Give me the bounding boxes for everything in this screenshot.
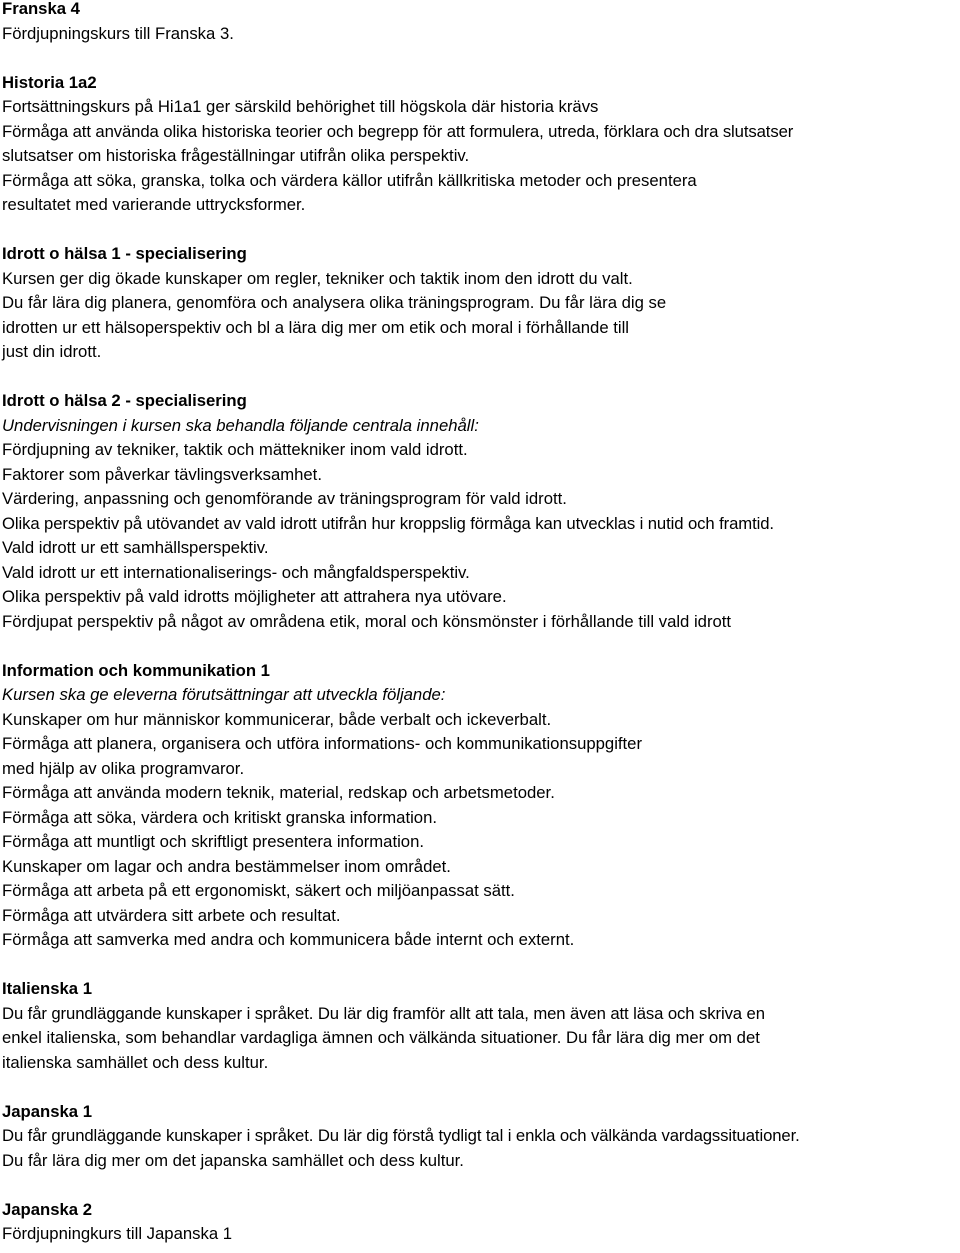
section-title: Japanska 1 bbox=[2, 1101, 92, 1121]
section-line: italienska samhället och dess kultur. bbox=[2, 1052, 269, 1072]
section-intro: Undervisningen i kursen ska behandla följande centrala innehåll: bbox=[2, 415, 479, 435]
section-line: Vald idrott ur ett internationaliserings- och mångfaldsperspektiv. bbox=[2, 562, 470, 582]
section-line: Förmåga att använda modern teknik, material, redskap och arbetsmetoder. bbox=[2, 783, 555, 802]
section-line: Fördjupning av tekniker, taktik och mättekniker inom vald idrott. bbox=[2, 440, 468, 459]
section-line: Förmåga att muntligt och skriftligt presentera information. bbox=[2, 832, 425, 851]
section-line: Du får grundläggande kunskaper i språket. Du lär dig framför allt att tala, men även att läsa och skriva en bbox=[2, 1003, 765, 1023]
section-line: Fördjupningskurs till Franska 3. bbox=[2, 23, 234, 43]
section-line: just din idrott. bbox=[2, 342, 102, 361]
section-line: idrotten ur ett hälsoperspektiv och bl a lära dig mer om etik och moral i förhållande till bbox=[2, 317, 630, 337]
section-line: Du får lära dig mer om det japanska samhället och dess kultur. bbox=[2, 1150, 464, 1170]
section-title: Italienska 1 bbox=[2, 979, 92, 998]
section-franska-4 bbox=[2, 0, 958, 46]
section-gap bbox=[2, 1075, 958, 1100]
section-information-kommunikation-1 bbox=[2, 659, 958, 953]
section-line: Förmåga att planera, organisera och utföra informations- och kommunikationsuppgifter bbox=[2, 734, 643, 753]
section-gap bbox=[2, 218, 958, 243]
section-title: Japanska 2 bbox=[2, 1199, 92, 1219]
section-line: Du får grundläggande kunskaper i språket. Du lär dig förstå tydligt tal i enkla och välkända vardagssituationer. bbox=[2, 1126, 800, 1145]
section-gap bbox=[2, 634, 958, 659]
section-line: med hjälp av olika programvaror. bbox=[2, 758, 245, 778]
section-title: Idrott o hälsa 1 - specialisering bbox=[2, 244, 247, 263]
section-historia-1a2 bbox=[2, 71, 958, 218]
section-line: Förmåga att samverka med andra och kommunicera både internt och externt. bbox=[2, 930, 575, 949]
section-line: Olika perspektiv på vald idrotts möjligheter att attrahera nya utövare. bbox=[2, 587, 507, 606]
section-line: Förmåga att söka, värdera och kritiskt granska information. bbox=[2, 807, 437, 827]
section-japanska-2 bbox=[2, 1198, 958, 1247]
section-line: Kunskaper om lagar och andra bestämmelser inom området. bbox=[2, 856, 451, 876]
section-title: Historia 1a2 bbox=[2, 72, 97, 92]
section-italienska-1 bbox=[2, 977, 958, 1075]
document-page bbox=[2, 0, 958, 1247]
section-line: Förmåga att arbeta på ett ergonomiskt, säkert och miljöanpassat sätt. bbox=[2, 881, 515, 900]
section-line: Olika perspektiv på utövandet av vald idrott utifrån hur kroppslig förmåga kan utvecklas i nutid och framtid. bbox=[2, 513, 774, 533]
section-line: resultatet med varierande uttrycksformer. bbox=[2, 195, 306, 214]
section-line: Förmåga att använda olika historiska teorier och begrepp för att formulera, utreda, förklara och dra slutsatser bbox=[2, 121, 794, 141]
section-gap bbox=[2, 46, 958, 71]
section-line: Kursen ger dig ökade kunskaper om regler, tekniker och taktik inom den idrott du valt. bbox=[2, 268, 633, 288]
section-line: Förmåga att söka, granska, tolka och värdera källor utifrån källkritiska metoder och presentera bbox=[2, 170, 697, 190]
section-idrott-1 bbox=[2, 242, 958, 365]
section-line: slutsatser om historiska frågeställningar utifrån olika perspektiv. bbox=[2, 146, 470, 165]
section-line: Kunskaper om hur människor kommunicerar, både verbalt och ickeverbalt. bbox=[2, 709, 552, 729]
section-idrott-2 bbox=[2, 389, 958, 634]
section-line: Vald idrott ur ett samhällsperspektiv. bbox=[2, 538, 269, 557]
section-line: enkel italienska, som behandlar vardagliga ämnen och välkända situationer. Du får lära dig mer om det bbox=[2, 1028, 760, 1047]
section-japanska-1 bbox=[2, 1100, 958, 1174]
section-line: Fördjupat perspektiv på något av områdena etik, moral och könsmönster i förhållande till vald idrott bbox=[2, 611, 732, 631]
section-line: Fördjupningkurs till Japanska 1 bbox=[2, 1224, 233, 1243]
section-intro: Kursen ska ge eleverna förutsättningar att utveckla följande: bbox=[2, 685, 446, 704]
section-gap bbox=[2, 953, 958, 978]
section-line: Värdering, anpassning och genomförande av träningsprogram för vald idrott. bbox=[2, 489, 567, 508]
section-line: Faktorer som påverkar tävlingsverksamhet. bbox=[2, 464, 322, 484]
section-line: Fortsättningskurs på Hi1a1 ger särskild behörighet till högskola där historia krävs bbox=[2, 97, 599, 116]
section-line: Förmåga att utvärdera sitt arbete och resultat. bbox=[2, 905, 341, 925]
section-title: Information och kommunikation 1 bbox=[2, 660, 270, 680]
section-title: Idrott o hälsa 2 - specialisering bbox=[2, 391, 247, 410]
section-gap bbox=[2, 1173, 958, 1198]
section-title: Franska 4 bbox=[2, 0, 80, 18]
section-line: Du får lära dig planera, genomföra och analysera olika träningsprogram. Du får lära dig se bbox=[2, 293, 667, 312]
section-gap bbox=[2, 365, 958, 390]
